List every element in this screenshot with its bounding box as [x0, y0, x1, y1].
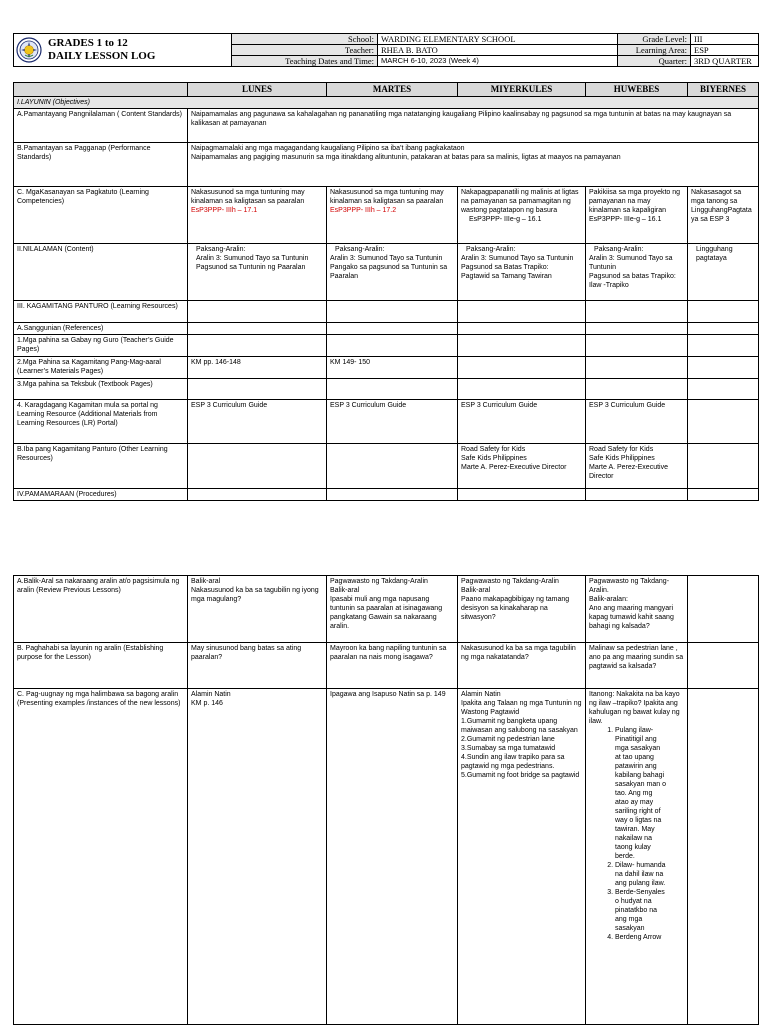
- other-resources-huwebes: [586, 444, 688, 489]
- purpose-martes: Mayroon ka bang napiling tuntunin sa paaralan na nais mong isagawa?: [327, 643, 458, 689]
- empty-cell: [458, 301, 586, 323]
- review-label: A.Balik-Aral sa nakaraang aralin at/o pagsisimula ng aralin (Review Previous Lessons): [14, 576, 188, 643]
- quarter-label: Quarter:: [618, 56, 691, 67]
- review-line: Nakasusunod ka ba sa tagubilin ng iyong mga magulang?: [191, 587, 319, 603]
- empty-cell: [458, 489, 586, 501]
- examples-martes: Ipagawa ang Isapuso Natin sa p. 149: [327, 689, 458, 1025]
- purpose-miyerkules: Nakasusunod ka ba sa mga tagubilin ng mga nakatatanda?: [458, 643, 586, 689]
- review-line: Pagwawasto ng Takdang-Aralin: [461, 578, 559, 585]
- purpose-lunes: May sinusunod bang batas sa ating paaralan?: [188, 643, 327, 689]
- day-header-miyerkules: MIYERKULES: [458, 83, 586, 97]
- learning-area-label: Learning Area:: [618, 45, 691, 56]
- competency-code: EsP3PPP- IIIh – 17.2: [330, 207, 397, 214]
- review-line: Ano ang maaring mangyari kapag tumawid kahit saang bahagi ng kalsada?: [589, 605, 674, 630]
- empty-cell: [688, 689, 759, 1025]
- examples-line: Ipakita ang Talaan ng mga Tuntunin ng Wastong Pagtawid: [461, 700, 582, 716]
- resource-line: Marte A. Perez-Executive Director: [461, 464, 567, 471]
- review-huwebes: [586, 576, 688, 643]
- competency-code: EsP3PPP- IIIh – 17.1: [191, 207, 258, 214]
- empty-cell: [688, 323, 759, 335]
- empty-cell: [586, 323, 688, 335]
- header-table: [13, 33, 759, 67]
- competency-text: Pakikiisa sa mga proyekto ng pamayanan na may kinalaman sa kapaligiran: [589, 189, 681, 214]
- empty-cell: [327, 301, 458, 323]
- competency-text: Nakapagpapanatili ng malinis at ligtas na pamayanan sa pamamagitan ng wastong pagtatapon ng basura: [461, 189, 579, 214]
- resource-line: Safe Kids Philippines: [589, 455, 655, 462]
- examples-huwebes: [586, 689, 688, 1025]
- list-item: 3. Berde-Senyales o hudyat na pinatatkbo na ang mga sasakyan: [615, 888, 667, 933]
- empty-cell: [688, 643, 759, 689]
- examples-lunes: [188, 689, 327, 1025]
- empty-cell: [188, 444, 327, 489]
- review-line: Balik-aral: [191, 578, 221, 585]
- examples-label: C. Pag-uugnay ng mga halimbawa sa bagong aralin (Presenting examples /instances of the new lessons): [14, 689, 188, 1025]
- lr-portal-miyerkules: ESP 3 Curriculum Guide: [458, 400, 586, 444]
- learner-materials-label: 2.Mga Pahina sa Kagamitang Pang-Mag-aaral (Learner’s Materials Pages): [14, 357, 188, 379]
- competency-biyernes: Nakasasagot sa mga tanong sa LingguhangPagtataya sa ESP 3: [688, 187, 759, 244]
- nilalaman-label: II.NILALAMAN (Content): [14, 244, 188, 301]
- empty-cell: [458, 335, 586, 357]
- teacher-label: Teacher:: [232, 45, 378, 56]
- content-standards-text: Naipamamalas ang pagunawa sa kahalagahan ng pananatiling mga natatanging kaugaliang Pilipino kaalinsabay ng pagsunod sa mga tuntunin at batas na may kaugnayan sa kalikasan at pamayanan: [188, 109, 759, 143]
- examples-line: Alamin Natin: [461, 691, 501, 698]
- day-header-huwebes: HUWEBES: [586, 83, 688, 97]
- nilalaman-line: Paksang-Aralin:: [335, 246, 385, 253]
- nilalaman-line: Aralin 3: Sumunod Tayo sa Tuntunin: [196, 255, 309, 262]
- empty-cell: [586, 357, 688, 379]
- form-title-line1: GRADES 1 to 12: [48, 37, 128, 49]
- empty-cell: [188, 335, 327, 357]
- review-line: Balik-aral: [330, 587, 360, 594]
- nilalaman-line: Pagsunod sa batas Trapiko: Ilaw -Trapiko: [589, 273, 676, 289]
- procedures-table: [13, 575, 759, 1025]
- empty-cell: [327, 489, 458, 501]
- nilalaman-biyernes: Lingguhang pagtataya: [688, 244, 759, 301]
- lr-portal-lunes: ESP 3 Curriculum Guide: [188, 400, 327, 444]
- competency-text: Nakasusunod sa mga tuntuning may kinalaman sa kaligtasan sa paaralan: [330, 189, 444, 205]
- competencies-label: C. MgaKasanayan sa Pagkatuto (Learning Competencies): [14, 187, 188, 244]
- purpose-huwebes: Malinaw sa pedestrian lane , ano pa ang maaring sundin sa pagtawid sa kalsada?: [586, 643, 688, 689]
- nilalaman-huwebes: [586, 244, 688, 301]
- list-item: 4. Berdeng Arrow: [615, 933, 667, 942]
- examples-line: KM p. 146: [191, 700, 223, 707]
- nilalaman-line: Pangako sa pagsunod sa Tuntunin sa Paaralan: [330, 264, 448, 280]
- review-line: Balik-aralan:: [589, 596, 628, 603]
- list-item: 1. Pulang ilaw- Pinatitigil ang mga sasakyan at tao upang patawirin ang kabilang bahagi sasakyan man o tao. Ang mg atao ay may sariling right of way o ligtas na tawiran. May nakailaw na taong kulay berde.: [615, 726, 667, 861]
- empty-cell: [327, 335, 458, 357]
- section-layunin: [14, 97, 759, 109]
- empty-cell: [688, 400, 759, 444]
- lr-portal-huwebes: ESP 3 Curriculum Guide: [586, 400, 688, 444]
- list-item: 2. Dilaw- humanda na dahil ilaw na ang pulang ilaw.: [615, 861, 667, 888]
- layunin-label: I.LAYUNIN (Objectives): [17, 99, 90, 106]
- empty-cell: [586, 335, 688, 357]
- nilalaman-lunes: [188, 244, 327, 301]
- nilalaman-martes: [327, 244, 458, 301]
- review-miyerkules: [458, 576, 586, 643]
- nilalaman-line: Aralin 3: Sumunod Tayo sa Tuntunin: [589, 255, 673, 271]
- day-header-biyernes: BIYERNES: [688, 83, 759, 97]
- lesson-log-table: [13, 82, 759, 501]
- deped-seal-icon: [16, 37, 42, 63]
- examples-intro: Itanong: Nakakita na ba kayo ng ilaw –trapiko? Ipakita ang kahulugan ng bawat kulay ng ilaw.: [589, 691, 680, 725]
- review-line: Pagwawasto ng Takdang-Aralin.: [589, 578, 670, 594]
- competency-miyerkules: [458, 187, 586, 244]
- nilalaman-line: Paksang-Aralin:: [594, 246, 644, 253]
- header-title-cell: [14, 34, 232, 67]
- teaching-dates-value: MARCH 6-10, 2023 (Week 4): [378, 56, 618, 67]
- grade-level-label: Grade Level:: [618, 34, 691, 45]
- empty-cell: [586, 379, 688, 400]
- list-item: 3.Sumabay sa mga tumatawid: [461, 745, 556, 752]
- list-item: 5.Gumamit ng foot bridge sa pagtawid: [461, 772, 580, 779]
- competency-lunes: [188, 187, 327, 244]
- empty-cell: [458, 379, 586, 400]
- kagamitan-label: III. KAGAMITANG PANTURO (Learning Resources): [14, 301, 188, 323]
- school-label: School:: [232, 34, 378, 45]
- competency-martes: [327, 187, 458, 244]
- list-item: 1.Gumamit ng bangketa upang maiwasan ang salubong na sasakyan: [461, 718, 578, 734]
- examples-line: Alamin Natin: [191, 691, 231, 698]
- review-line: Paano makapagbibigay ng tamang desisyon sa kinakaharap na sitwasyon?: [461, 596, 570, 621]
- teacher-value: RHEA B. BATO: [378, 45, 618, 56]
- grade-level-value: III: [691, 34, 759, 45]
- empty-cell: [188, 323, 327, 335]
- resource-line: Road Safety for Kids: [461, 446, 526, 453]
- nilalaman-line: Pagsunod sa Tuntunin ng Paaralan: [196, 264, 306, 271]
- empty-cell: [688, 379, 759, 400]
- empty-cell: [688, 489, 759, 501]
- empty-cell: [688, 576, 759, 643]
- empty-cell: [688, 335, 759, 357]
- performance-standard-1: Naipagmamalaki ang mga magagandang kaugaliang Pilipino sa iba’t ibang pagkakataon: [191, 145, 465, 152]
- resource-line: Road Safety for Kids: [589, 446, 654, 453]
- learner-materials-lunes: KM pp. 146-148: [188, 357, 327, 379]
- review-line: Balik-aral: [461, 587, 491, 594]
- review-martes: [327, 576, 458, 643]
- review-line: Pagwawasto ng Takdang-Aralin: [330, 578, 428, 585]
- empty-cell: [458, 357, 586, 379]
- purpose-label: B. Paghahabi sa layunin ng aralin (Establishing purpose for the Lesson): [14, 643, 188, 689]
- other-resources-label: B.Iba pang Kagamitang Panturo (Other Learning Resources): [14, 444, 188, 489]
- resource-line: Safe Kids Philippines: [461, 455, 527, 462]
- performance-standards-cell: [188, 143, 759, 187]
- performance-standard-2: Naipamamalas ang pagiging masunurin sa mga itinakdang alituntunin, patakaran at batas para sa malinis, ligtas at maayos na pamayanan: [191, 154, 621, 161]
- empty-cell: [188, 301, 327, 323]
- empty-cell: [327, 323, 458, 335]
- review-lunes: [188, 576, 327, 643]
- competency-code: EsP3PPP- IIIe-g – 16.1: [589, 216, 662, 223]
- empty-cell: [688, 301, 759, 323]
- nilalaman-line: Paksang-Aralin:: [196, 246, 246, 253]
- day-header-martes: MARTES: [327, 83, 458, 97]
- empty-cell: [586, 301, 688, 323]
- list-item: 2.Gumamit ng pedestrian lane: [461, 736, 555, 743]
- nilalaman-line: Aralin 3: Sumunod Tayo sa Tuntunin: [330, 255, 443, 262]
- form-title-line2: DAILY LESSON LOG: [48, 50, 156, 62]
- empty-cell: [688, 357, 759, 379]
- pamamaraan-label: IV.PAMAMARAAN (Procedures): [14, 489, 188, 501]
- review-line: Ipasabi muli ang mga napusang tuntunin sa paaralan at isinagawang pangkatang Gawain sa nakaraang aralin.: [330, 596, 443, 630]
- corner-cell: [14, 83, 188, 97]
- gabay-guro-label: 1.Mga pahina sa Gabay ng Guro (Teacher’s Guide Pages): [14, 335, 188, 357]
- nilalaman-miyerkules: [458, 244, 586, 301]
- learning-area-value: ESP: [691, 45, 759, 56]
- empty-cell: [458, 323, 586, 335]
- nilalaman-line: Pagtawid sa Tamang Tawiran: [461, 273, 552, 280]
- nilalaman-line: Aralin 3: Sumunod Tayo sa Tuntunin: [461, 255, 574, 262]
- sanggunian-label: A.Sanggunian (References): [14, 323, 188, 335]
- list-item: 4.Sundin ang ilaw trapiko para sa pagtawid ng mga pedestrians.: [461, 754, 565, 770]
- learner-materials-martes: KM 149- 150: [327, 357, 458, 379]
- quarter-value: 3RD QUARTER: [691, 56, 759, 67]
- competency-huwebes: [586, 187, 688, 244]
- performance-standards-label: B.Pamantayan sa Pagganap (Performance Standards): [14, 143, 188, 187]
- nilalaman-line: Pagsunod sa Batas Trapiko:: [461, 264, 549, 271]
- competency-code: EsP3PPP- IIIe-g – 16.1: [469, 216, 542, 223]
- textbook-label: 3.Mga pahina sa Teksbuk (Textbook Pages): [14, 379, 188, 400]
- traffic-light-list: [589, 726, 667, 942]
- nilalaman-line: Paksang-Aralin:: [466, 246, 516, 253]
- lr-portal-martes: ESP 3 Curriculum Guide: [327, 400, 458, 444]
- empty-cell: [688, 444, 759, 489]
- empty-cell: [586, 489, 688, 501]
- lr-portal-label: 4. Karagdagang Kagamitan mula sa portal ng Learning Resource (Additional Materials from Learning Resources (LR) Portal): [14, 400, 188, 444]
- empty-cell: [327, 379, 458, 400]
- empty-cell: [188, 379, 327, 400]
- competency-text: Nakasusunod sa mga tuntuning may kinalaman sa kaligtasan sa paaralan: [191, 189, 305, 205]
- school-value: WARDING ELEMENTARY SCHOOL: [378, 34, 618, 45]
- empty-cell: [188, 489, 327, 501]
- other-resources-miyerkules: [458, 444, 586, 489]
- day-header-lunes: LUNES: [188, 83, 327, 97]
- content-standards-label: A.Pamantayang Pangnilalaman ( Content Standards): [14, 109, 188, 143]
- teaching-dates-label: Teaching Dates and Time:: [232, 56, 378, 67]
- examples-miyerkules: [458, 689, 586, 1025]
- resource-line: Marte A. Perez-Executive Director: [589, 464, 668, 480]
- empty-cell: [327, 444, 458, 489]
